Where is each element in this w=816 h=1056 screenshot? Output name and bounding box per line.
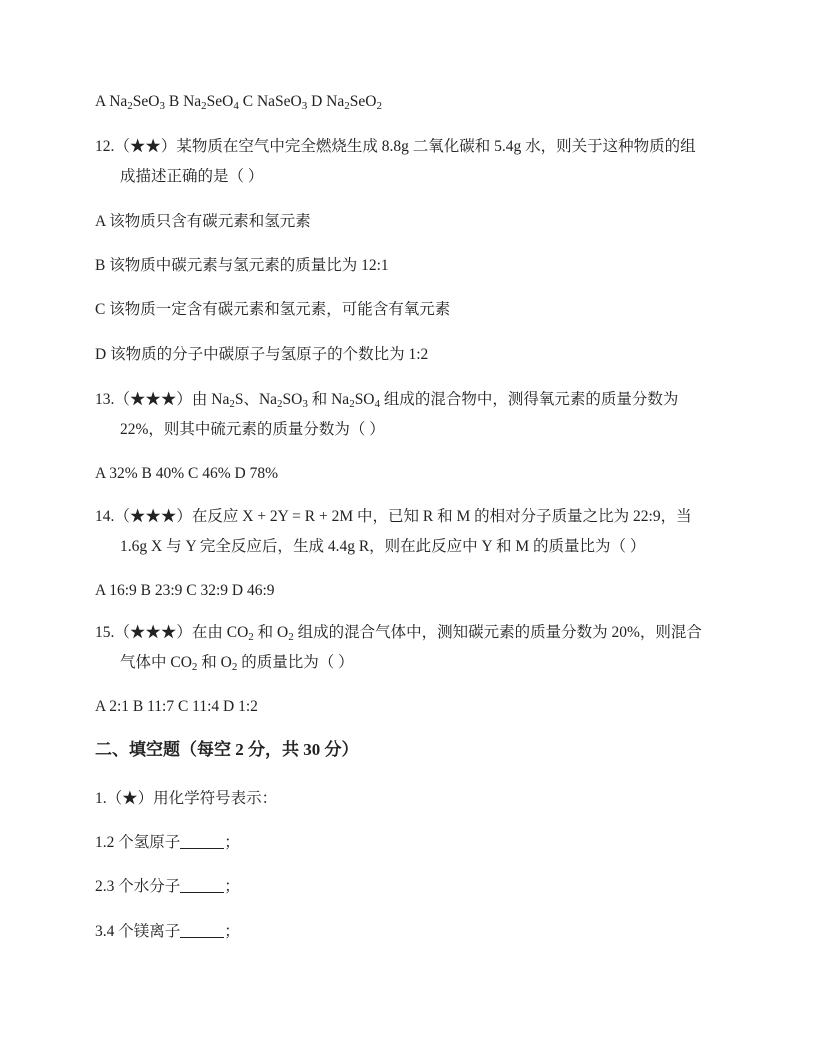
- q14-options: A 16:9 B 23:9 C 32:9 D 46:9: [95, 582, 275, 599]
- fill-item-2: 2.3 个水分子 ；: [95, 878, 240, 895]
- answer-blank[interactable]: [180, 834, 224, 849]
- q12-option-a: A 该物质只含有碳元素和氢元素: [95, 213, 311, 230]
- fill-item-3: 3.4 个镁离子 ；: [95, 923, 240, 940]
- answer-blank[interactable]: [180, 878, 224, 893]
- q14-stem-line2: 1.6g X 与 Y 完全反应后，生成 4.4g R，则在此反应中 Y 和 M 的质量比为（ ）: [120, 538, 646, 555]
- q14-stem-line1: 14.（★★★）在反应 X + 2Y = R + 2M 中，已知 R 和 M 的相对分子质量之比为 22:9，当: [95, 508, 692, 525]
- q15-options: A 2:1 B 11:7 C 11:4 D 1:2: [95, 698, 258, 715]
- q12-stem-line1: 12.（★★）某物质在空气中完全燃烧生成 8.8g 二氧化碳和 5.4g 水，则关于这种物质的组: [95, 138, 696, 155]
- q12-option-b: B 该物质中碳元素与氢元素的质量比为 12:1: [95, 257, 389, 274]
- section-heading: 二、填空题（每空 2 分，共 30 分）: [95, 740, 359, 759]
- q11-options: A $Na_2SeO_3$ B $Na_2SeO_4$ C NaSeO$_3$ D $Na_2SeO_2$: [95, 93, 382, 112]
- q12-option-d: D 该物质的分子中碳原子与氢原子的个数比为 1:2: [95, 346, 429, 363]
- q13-stem-line2: 22%，则其中硫元素的质量分数为（ ）: [120, 421, 385, 438]
- fill-item-1: 1.2 个氢原子 ；: [95, 834, 240, 851]
- q13-stem-line1: 13.（★★★）由 $Na_2S$、$Na_2SO_3$ 和 $Na_2SO_4$ 组成的混合物中，测得氧元素的质量分数为: [95, 391, 679, 410]
- fill-q1-stem: 1.（★）用化学符号表示：: [95, 790, 278, 807]
- q12-option-c: C 该物质一定含有碳元素和氢元素，可能含有氧元素: [95, 301, 451, 318]
- q15-stem-line1: 15.（★★★）在由 $CO_2$ 和 $O_2$ 组成的混合气体中，测知碳元素的质量分数为 20%，则混合: [95, 624, 702, 643]
- answer-blank[interactable]: [180, 923, 224, 938]
- q15-stem-line2: 气体中 $CO_2$ 和 $O_2$ 的质量比为（ ）: [120, 654, 354, 673]
- q12-stem-line2: 成描述正确的是（ ）: [120, 168, 264, 185]
- q13-options: A 32% B 40% C 46% D 78%: [95, 465, 278, 482]
